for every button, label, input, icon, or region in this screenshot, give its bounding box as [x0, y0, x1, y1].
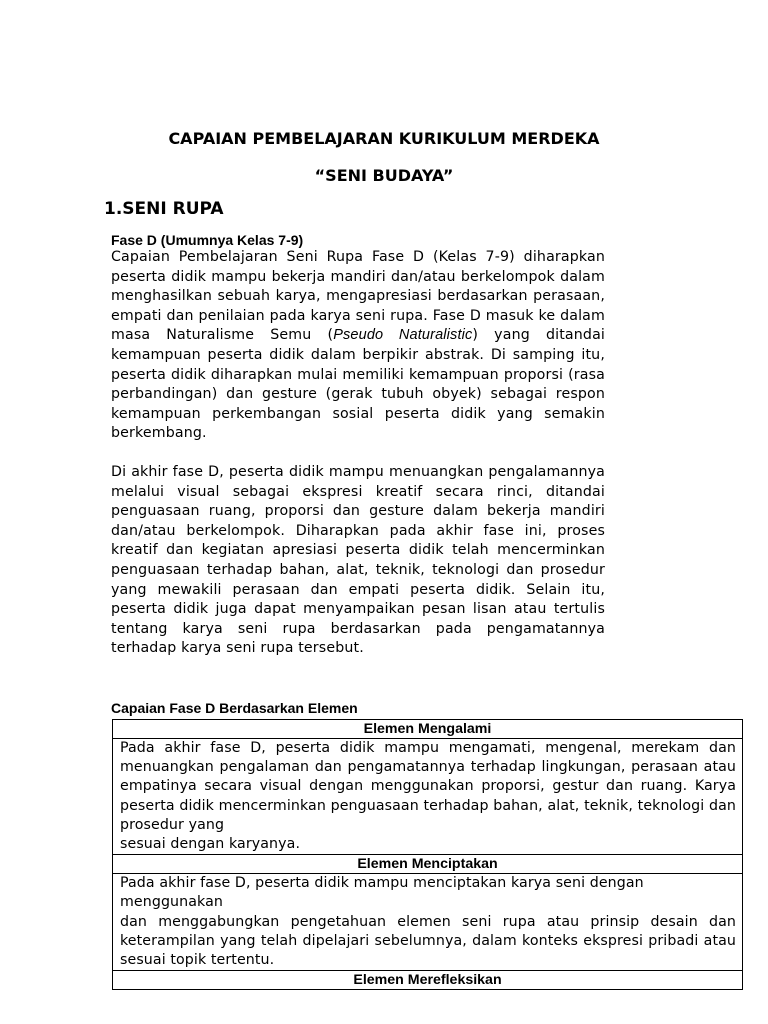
- document-title: CAPAIAN PEMBELAJARAN KURIKULUM MERDEKA: [168, 129, 600, 148]
- element-body-text: [120, 874, 736, 970]
- paragraph-1-italic-term: Pseudo Naturalistic: [333, 327, 473, 344]
- paragraph-1-text-a: Capaian Pembelajaran Seni Rupa Fase D (Kelas 7-9) diharapkan peserta didik mampu bekerja mandiri dan/atau berkelompok dalam menghasilkan sebuah karya, mengapresiasi berdasarkan perasaan, empati dan penilaian pada karya seni rupa. Fase D masuk ke dalam masa Naturalisme Semu (: [111, 249, 605, 344]
- paragraph-1: [111, 248, 605, 444]
- phase-heading: Fase D (Umumnya Kelas 7-9): [111, 232, 304, 248]
- element-body-row: [113, 874, 743, 971]
- element-header-merefleksikan: Elemen Merefleksikan: [113, 971, 743, 990]
- element-body-text: [120, 739, 736, 854]
- paragraph-1-text-b: ) yang ditandai kemampuan peserta didik dalam berpikir abstrak. Di samping itu, peserta didik diharapkan mulai memiliki kemampuan proporsi (rasa perbandingan) dan gesture (gerak tubuh obyek) sebagai respon kemampuan perkembangan sosial peserta didik yang semakin berkembang.: [111, 327, 606, 442]
- element-header-menciptakan: Elemen Menciptakan: [113, 855, 743, 874]
- element-body-menciptakan: [113, 874, 743, 971]
- paragraph-2: Di akhir fase D, peserta didik mampu menuangkan pengalamannya melalui visual sebagai ekspresi kreatif secara rinci, ditandai penguasaan ruang, proporsi dan gesture dalam bekerja mandiri dan/atau berkelompok. Diharapkan pada akhir fase ini, proses kreatif dan kegiatan apresiasi peserta didik telah mencerminkan penguasaan terhadap bahan, alat, teknik, teknologi dan prosedur yang mewakili perasaan dan empati peserta didik. Selain itu, peserta didik juga dapat menyampaikan pesan lisan atau tertulis tentang karya seni rupa berdasarkan pada pengamatannya terhadap karya seni rupa tersebut.: [111, 464, 605, 657]
- element-body-tail: sesuai dengan karyanya.: [120, 836, 301, 853]
- elements-table: [112, 719, 743, 990]
- element-body-main: Pada akhir fase D, peserta didik mampu menciptakan karya seni dengan menggunakan: [120, 875, 644, 911]
- element-header-row: [113, 855, 743, 874]
- element-body-row: [113, 739, 743, 855]
- element-body-tail: dan menggabungkan pengetahuan elemen seni rupa atau prinsip desain dan keterampilan yang telah dipelajari sebelumnya, dalam konteks ekspresi pribadi atau sesuai topik tertentu.: [120, 913, 736, 969]
- element-header-row: [113, 720, 743, 739]
- element-header-row: [113, 971, 743, 990]
- element-body-mengalami: [113, 739, 743, 855]
- document-subtitle: “SENI BUDAYA”: [314, 166, 454, 185]
- section-heading: 1.SENI RUPA: [104, 199, 224, 219]
- element-body-main: Pada akhir fase D, peserta didik mampu mengamati, mengenal, merekam dan menuangkan pengalaman dan pengamatannya terhadap lingkungan, perasaan atau empatinya secara visual dengan menggunakan proporsi, gestur dan ruang. Karya peserta didik mencerminkan penguasaan terhadap bahan, alat, teknik, teknologi dan prosedur yang: [120, 740, 736, 833]
- elements-heading: Capaian Fase D Berdasarkan Elemen: [111, 700, 358, 716]
- element-header-mengalami: Elemen Mengalami: [113, 720, 743, 739]
